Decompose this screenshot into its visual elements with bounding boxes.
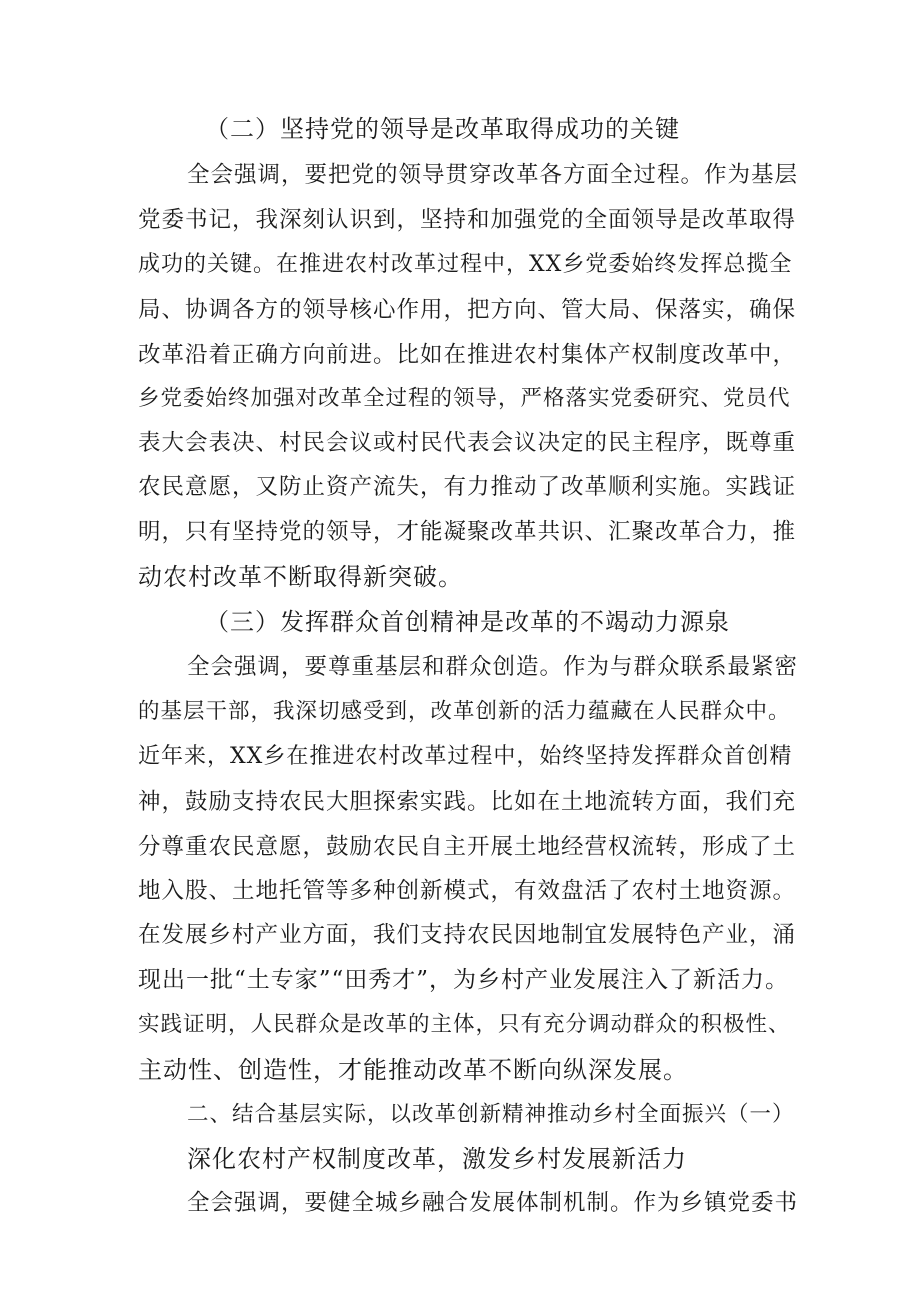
paragraph-line: 表大会表决、村民会议或村民代表会议决定的民主程序，既尊重 [138, 430, 797, 456]
paragraph-line: 在发展乡村产业方面，我们支持农民因地制宜发展特色产业，涌 [138, 922, 797, 948]
paragraph-line: 实践证明，人民群众是改革的主体，只有充分调动群众的积极性、 [138, 1012, 791, 1037]
paragraph-line: 神，鼓励支持农民大胆探索实践。比如在土地流转方面，我们充 [138, 789, 797, 815]
paragraph-line: 的基层干部，我深切感受到，改革创新的活力蕴藏在人民群众中。 [138, 699, 791, 724]
paragraph-line: 现出一批“土专家”“田秀才”，为乡村产业发展注入了新活力。 [138, 967, 790, 993]
section-heading-1: 深化农村产权制度改革，激发乡村发展新活力 [187, 1145, 687, 1173]
paragraph-line: 近年来，XX乡在推进农村改革过程中，始终坚持发挥群众首创精 [138, 744, 793, 769]
paragraph-line: 分尊重农民意愿，鼓励农民自主开展土地经营权流转，形成了土 [138, 834, 797, 860]
paragraph-line: 党委书记，我深刻认识到，坚持和加强党的全面领导是改革取得 [138, 207, 797, 233]
paragraph-line: 成功的关键。在推进农村改革过程中，XX乡党委始终发挥总揽全 [138, 252, 793, 277]
paragraph-line: 动农村改革不断取得新突破。 [138, 563, 463, 591]
chapter-heading: 二、结合基层实际，以改革创新精神推动乡村全面振兴（一） [187, 1102, 795, 1127]
paragraph-line: 改革沿着正确方向前进。比如在推进农村集体产权制度改革中， [138, 342, 797, 368]
section-heading-2: （二）坚持党的领导是改革取得成功的关键 [205, 115, 680, 143]
paragraph-line: 农民意愿，又防止资产流失，有力推动了改革顺利实施。实践证 [138, 474, 797, 500]
paragraph-line: 全会强调，要尊重基层和群众创造。作为与群众联系最紧密 [187, 654, 799, 680]
paragraph-line: 局、协调各方的领导核心作用，把方向、管大局、保落实，确保 [138, 297, 797, 323]
paragraph-line: 地入股、土地托管等多种创新模式，有效盘活了农村土地资源。 [138, 878, 797, 904]
paragraph-line: 乡党委始终加强对改革全过程的领导，严格落实党委研究、党员代 [138, 386, 791, 411]
paragraph-line: 明，只有坚持党的领导，才能凝聚改革共识、汇聚改革合力，推 [138, 519, 797, 545]
paragraph-line: 全会强调，要把党的领导贯穿改革各方面全过程。作为基层 [187, 162, 799, 188]
section-heading-3: （三）发挥群众首创精神是改革的不竭动力源泉 [205, 608, 730, 636]
paragraph-line: 全会强调，要健全城乡融合发展体制机制。作为乡镇党委书 [187, 1190, 799, 1216]
paragraph-line: 主动性、创造性，才能推动改革不断向纵深发展。 [138, 1056, 688, 1084]
